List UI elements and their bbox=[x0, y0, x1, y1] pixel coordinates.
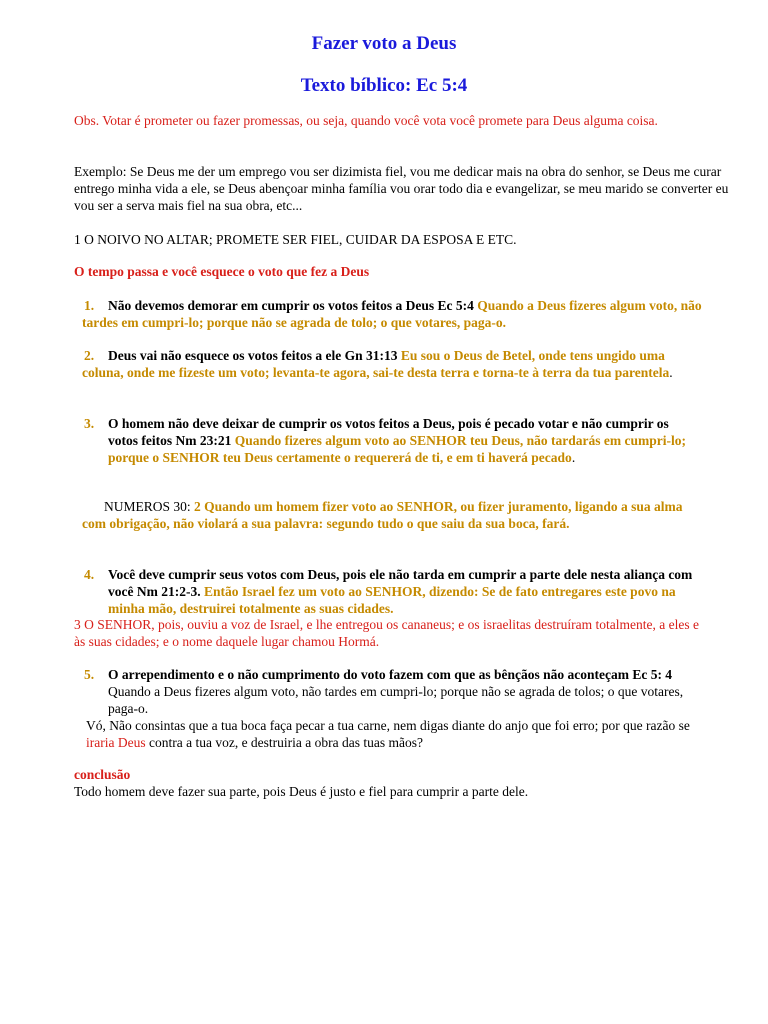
verse-6-part-b: contra a tua voz, e destruiria a obra das tuas mãos? bbox=[145, 735, 423, 750]
exemplo-paragraph: Exemplo: Se Deus me der um emprego vou ser dizimista fiel, vou me dedicar mais na obra do senhor, se Deus me curar entrego minha vida a ele, se Deus abençoar minha família vou orar todo dia e evangelizar, se meu marido se converter eu vou ser a serva mais fiel na sua obra, etc... bbox=[74, 164, 729, 213]
list-item-4 bbox=[108, 566, 702, 617]
item-1-statement: Não devemos demorar em cumprir os votos feitos a Deus Ec 5:4 bbox=[108, 298, 474, 313]
verse-6-highlight: iraria Deus bbox=[86, 735, 146, 750]
item-1-verse: Quando a Deus fizeres algum voto, não tardes em cumpri-lo; porque não se agrada de tolo; o que votares, paga-o. bbox=[82, 298, 702, 330]
item-2-statement: Deus vai não esquece os votos feitos a ele Gn 31:13 bbox=[108, 348, 398, 363]
conclusao-heading: conclusão bbox=[74, 767, 131, 782]
item-4-verse: Então Israel fez um voto ao SENHOR, dizendo: Se de fato entregares este povo na minha mão, destruirei totalmente as suas cidades. bbox=[108, 584, 676, 616]
verse-6-paragraph bbox=[86, 717, 714, 751]
numeros-paragraph bbox=[82, 498, 702, 532]
verse-6-part-a: Vó, Não consintas que a tua boca faça pecar a tua carne, nem digas diante do anjo que foi erro; por que razão se bbox=[86, 718, 690, 733]
item-number-2: 2. bbox=[84, 348, 95, 363]
verse-3-paragraph: 3 O SENHOR, pois, ouviu a voz de Israel, e lhe entregou os cananeus; e os israelitas destruíram totalmente, a eles e às suas cidades; e o nome daquele lugar chamou Hormá. bbox=[74, 617, 699, 649]
list-item-1 bbox=[82, 297, 702, 331]
tempo-heading: O tempo passa e você esquece o voto que fez a Deus bbox=[74, 264, 370, 279]
item-5-statement: O arrependimento e o não cumprimento do voto fazem com que as bênçãos não aconteçam Ec 5: 4 bbox=[108, 667, 673, 682]
item-number-5: 5. bbox=[84, 667, 95, 682]
item-3-verse: Quando fizeres algum voto ao SENHOR teu Deus, não tardarás em cumpri-lo; porque o SENHOR teu Deus certamente o requererá de ti, e em ti haverá pecado bbox=[108, 433, 686, 465]
page-title: Fazer voto a Deus bbox=[311, 33, 457, 54]
item-3-statement: O homem não deve deixar de cumprir os votos feitos a Deus, pois é pecado votar e não cumprir os votos feitos Nm 23:21 bbox=[108, 416, 669, 448]
numeros-verse: 2 Quando um homem fizer voto ao SENHOR, ou fizer juramento, ligando a sua alma com obrigação, não violará a sua palavra: segundo tudo o que saiu da sua boca, fará. bbox=[82, 499, 683, 531]
conclusao-text: Todo homem deve fazer sua parte, pois Deus é justo e fiel para cumprir a parte dele. bbox=[74, 784, 529, 799]
item-5-verse: Quando a Deus fizeres algum voto, não tardes em cumpri-lo; porque não se agrada de tolos; o que votares, paga-o. bbox=[108, 684, 684, 716]
list-item-3 bbox=[108, 415, 702, 466]
list-item-2 bbox=[82, 347, 702, 381]
item-4-statement: Você deve cumprir seus votos com Deus, pois ele não tarda em cumprir a parte dele nesta aliança com você Nm 21:2-3. bbox=[108, 567, 693, 599]
numeros-label: NUMEROS 30: bbox=[104, 499, 195, 514]
item-number-1: 1. bbox=[84, 298, 95, 313]
obs-paragraph: Obs. Votar é prometer ou fazer promessas, ou seja, quando você vota você promete para Deus alguma coisa. bbox=[74, 113, 658, 128]
item-2-verse: Eu sou o Deus de Betel, onde tens ungido uma coluna, onde me fizeste um voto; levanta-te agora, sai-te desta terra e torna-te à terra da tua parentela bbox=[82, 348, 670, 380]
page-subtitle: Texto bíblico: Ec 5:4 bbox=[300, 75, 468, 96]
item-3-end: . bbox=[571, 450, 576, 465]
item-number-4: 4. bbox=[84, 567, 95, 582]
item-number-3: 3. bbox=[84, 416, 95, 431]
list-item-5 bbox=[108, 666, 702, 717]
noivo-line: 1 O NOIVO NO ALTAR; PROMETE SER FIEL, CUIDAR DA ESPOSA E ETC. bbox=[74, 232, 517, 247]
item-2-end: . bbox=[669, 365, 673, 380]
